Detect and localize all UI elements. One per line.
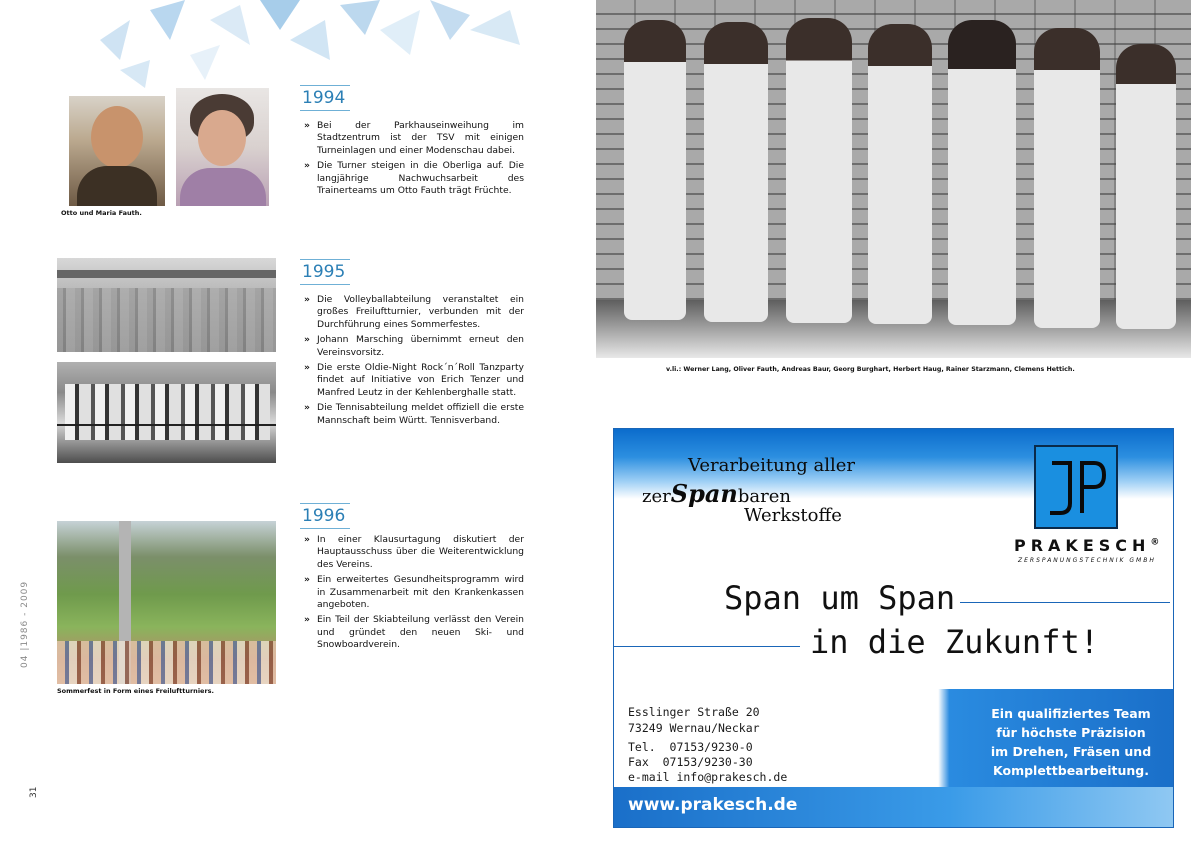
jp-monogram-icon [1036, 447, 1116, 527]
ad-claim-2: für höchste Präzision [996, 725, 1146, 740]
caption-sommerfest: Sommerfest in Form eines Freiluftturniers. [57, 687, 214, 695]
year-heading-1995: 1995 [300, 259, 350, 285]
ad-rule-2 [614, 646, 800, 647]
bullet-1995-2: » Johann Marsching übernimmt erneut den Vereinsvorsitz. [304, 334, 524, 359]
portrait-maria-fauth [176, 88, 269, 206]
ad-address-city: 73249 Wernau/Neckar [628, 721, 760, 735]
bullet-1995-1: » Die Volleyballabteilung veranstaltet ein großes Freiluftturnier, verbunden mit der Durchführung eines Sommerfestes. [304, 294, 524, 331]
chapter-label: 04 |1986 - 2009 [20, 580, 30, 668]
photo-tennis-team [57, 362, 276, 463]
ad-brand [1014, 536, 1164, 555]
ad-slogan-2: in die Zukunft! [810, 623, 1099, 661]
year-heading-1994: 1994 [300, 85, 350, 111]
ad-fax: Fax 07153/9230-30 [628, 755, 753, 769]
page-number: 31 [29, 786, 39, 798]
ad-claim-3: im Drehen, Fräsen und [990, 744, 1152, 759]
bullet-1996-2: » Ein erweitertes Gesundheitsprogramm wird in Zusammenarbeit mit den Krankenkassen angeboten. [304, 574, 524, 611]
ad-email: e-mail info@prakesch.de [628, 770, 788, 784]
ad-headline-2 [642, 479, 791, 508]
ad-brand-sub: ZERSPANUNGSTECHNIK GMBH [1018, 557, 1156, 564]
bullets-1996 [304, 534, 524, 655]
ad-brand-name: PRAKESCH [1014, 536, 1151, 555]
ad-rule-1 [960, 602, 1170, 603]
bullets-1995 [304, 294, 524, 430]
bullet-1994-1: » Bei der Parkhauseinweihung im Stadtzentrum ist der TSV mit einigen Turneinlagen und einer Modenschau dabei. [304, 120, 524, 157]
portrait-otto-fauth [69, 96, 165, 206]
ad-claim-4: Komplettbearbeitung. [993, 763, 1149, 778]
ad-tel: Tel. 07153/9230-0 [628, 740, 753, 754]
ad-headline-1: Verarbeitung aller [688, 455, 856, 476]
ad-address-street: Esslinger Straße 20 [628, 705, 760, 719]
ad-headline-2-pre: zer [642, 486, 671, 507]
year-heading-1996: 1996 [300, 503, 350, 529]
bullets-1994 [304, 120, 524, 200]
bullet-1994-2: » Die Turner steigen in die Oberliga auf. Die langjährige Nachwuchsarbeit des Trainerteams um Otto Fauth trägt Früchte. [304, 160, 524, 197]
ad-slogan-1: Span um Span [724, 579, 956, 617]
bullet-1995-4: » Die Tennisabteilung meldet offiziell die erste Mannschaft beim Württ. Tennisverband. [304, 402, 524, 427]
bullet-1996-3: » Ein Teil der Skiabteilung verlässt den Verein und gründet den neuen Ski- und Snowboardverein. [304, 614, 524, 651]
ad-headline-2-em: Span [670, 479, 738, 508]
photo-sommerfest [57, 521, 276, 684]
bullet-1996-1: » In einer Klausurtagung diskutiert der Hauptausschuss über die Weiterentwicklung des Vereins. [304, 534, 524, 571]
caption-fauth: Otto und Maria Fauth. [61, 209, 142, 217]
photo-gymnastics-team [596, 0, 1191, 358]
ad-claim-1: Ein qualifiziertes Team [991, 706, 1151, 721]
ad-headline-2-post: baren [737, 486, 791, 507]
prakesch-advertisement [613, 428, 1174, 828]
photo-volleyball-field [57, 258, 276, 352]
prakesch-logo-icon [1034, 445, 1118, 529]
team-caption: v.li.: Werner Lang, Oliver Fauth, Andreas Baur, Georg Burghart, Herbert Haug, Rainer Starzmann, Clemens Hettich. [666, 366, 1075, 373]
ad-headline-3: Werkstoffe [744, 505, 842, 526]
ad-url-link[interactable]: www.prakesch.de [628, 795, 798, 815]
decorative-triangles [90, 0, 530, 90]
ad-brand-mark: ® [1150, 537, 1165, 548]
bullet-1995-3: » Die erste Oldie-Night Rock´n´Roll Tanzparty findet auf Initiative von Erich Tenzer und Manfred Leutz in der Kehlenberghalle statt. [304, 362, 524, 399]
